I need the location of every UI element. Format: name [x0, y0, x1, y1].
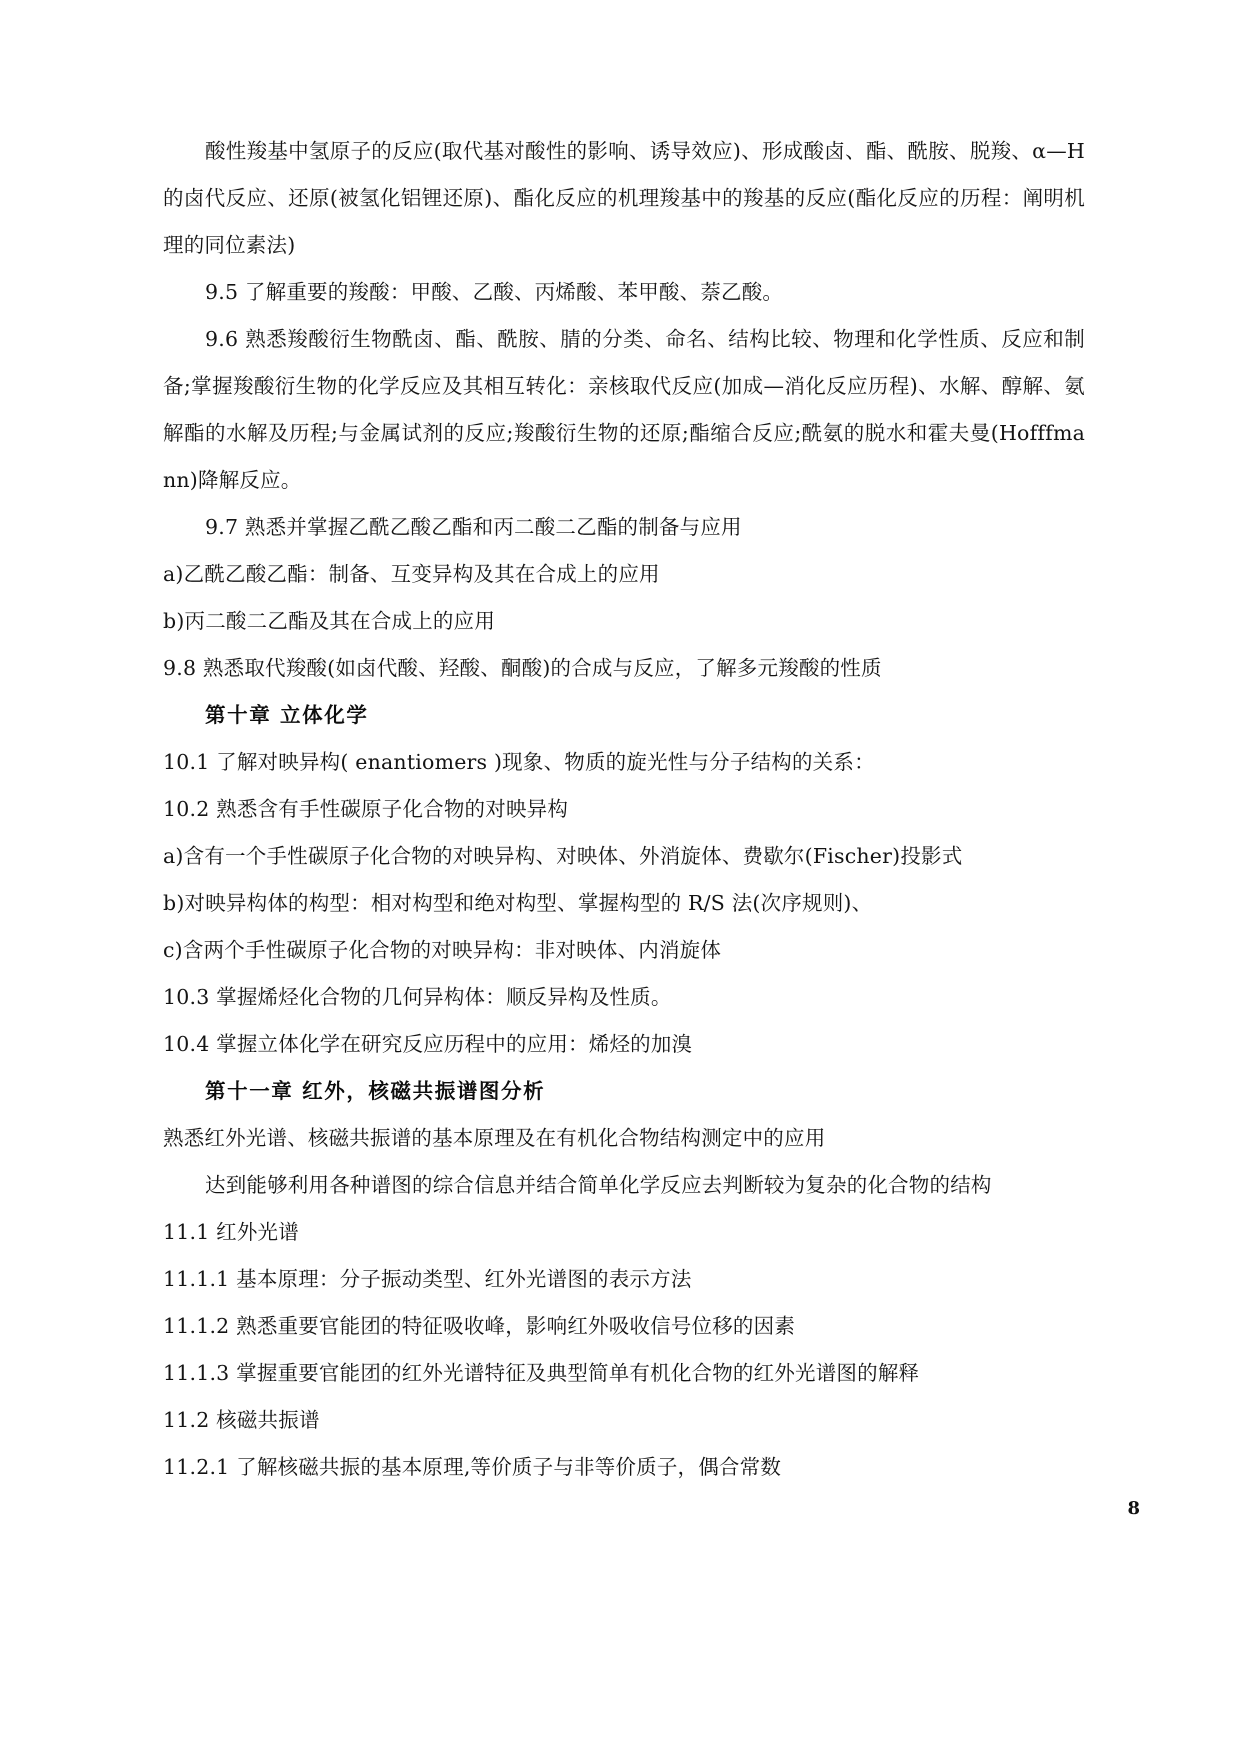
paragraph-9-4-continued: 酸性羧基中氢原子的反应(取代基对酸性的影响、诱导效应)、形成酸卤、酯、酰胺、脱羧、α—H 的卤代反应、还原(被氢化铝锂还原)、酯化反应的机理羧基中的羧基的反应(酯化反应的历程：阐明机理的同位素法) — [163, 139, 1085, 257]
paragraph-11-2: 11.2 核磁共振谱 — [163, 1408, 320, 1432]
paragraph-11-1-2: 11.1.2 熟悉重要官能团的特征吸收峰，影响红外吸收信号位移的因素 — [163, 1314, 796, 1338]
paragraph-9-8: 9.8 熟悉取代羧酸(如卤代酸、羟酸、酮酸)的合成与反应，了解多元羧酸的性质 — [163, 656, 882, 680]
paragraph-10-2-a: a)含有一个手性碳原子化合物的对映异构、对映体、外消旋体、费歇尔(Fischer)投影式 — [163, 844, 963, 868]
heading-chapter-10: 第十章 立体化学 — [205, 703, 369, 727]
page-number: 8 — [1127, 1498, 1140, 1519]
paragraph-11-1-3: 11.1.3 掌握重要官能团的红外光谱特征及典型简单有机化合物的红外光谱图的解释 — [163, 1361, 920, 1385]
paragraph-10-1: 10.1 了解对映异构( enantiomers )现象、物质的旋光性与分子结构的关系： — [163, 750, 875, 774]
paragraph-11-intro-2: 达到能够利用各种谱图的综合信息并结合简单化学反应去判断较为复杂的化合物的结构 — [205, 1173, 992, 1197]
paragraph-10-2-b: b)对映异构体的构型：相对构型和绝对构型、掌握构型的 R/S 法(次序规则)、 — [163, 891, 873, 915]
paragraph-10-3: 10.3 掌握烯烃化合物的几何异构体：顺反异构及性质。 — [163, 985, 672, 1009]
paragraph-10-2-c: c)含两个手性碳原子化合物的对映异构：非对映体、内消旋体 — [163, 938, 722, 962]
paragraph-11-intro-1: 熟悉红外光谱、核磁共振谱的基本原理及在有机化合物结构测定中的应用 — [163, 1126, 826, 1150]
paragraph-9-5: 9.5 了解重要的羧酸：甲酸、乙酸、丙烯酸、苯甲酸、萘乙酸。 — [205, 280, 784, 304]
paragraph-11-1-1: 11.1.1 基本原理：分子振动类型、红外光谱图的表示方法 — [163, 1267, 692, 1291]
paragraph-9-7: 9.7 熟悉并掌握乙酰乙酸乙酯和丙二酸二乙酯的制备与应用 — [205, 515, 742, 539]
paragraph-11-1: 11.1 红外光谱 — [163, 1220, 299, 1244]
heading-chapter-11: 第十一章 红外，核磁共振谱图分析 — [205, 1079, 546, 1103]
paragraph-9-7-b: b)丙二酸二乙酯及其在合成上的应用 — [163, 609, 496, 633]
paragraph-10-4: 10.4 掌握立体化学在研究反应历程中的应用：烯烃的加溴 — [163, 1032, 693, 1056]
paragraph-9-7-a: a)乙酰乙酸乙酯：制备、互变异构及其在合成上的应用 — [163, 562, 660, 586]
paragraph-9-6: 9.6 熟悉羧酸衍生物酰卤、酯、酰胺、腈的分类、命名、结构比较、物理和化学性质、反应和制备;掌握羧酸衍生物的化学反应及其相互转化：亲核取代反应(加成—消化反应历程)、水解、醇解、氨解酯的水解及历程;与金属试剂的反应;羧酸衍生物的还原;酯缩合反应;酰氨的脱水和霍夫曼(Hofffmann)降解反应。 — [163, 327, 1085, 492]
paragraph-11-2-1: 11.2.1 了解核磁共振的基本原理,等价质子与非等价质子，偶合常数 — [163, 1455, 782, 1479]
paragraph-10-2: 10.2 熟悉含有手性碳原子化合物的对映异构 — [163, 797, 569, 821]
page-body-text — [163, 128, 1085, 1491]
